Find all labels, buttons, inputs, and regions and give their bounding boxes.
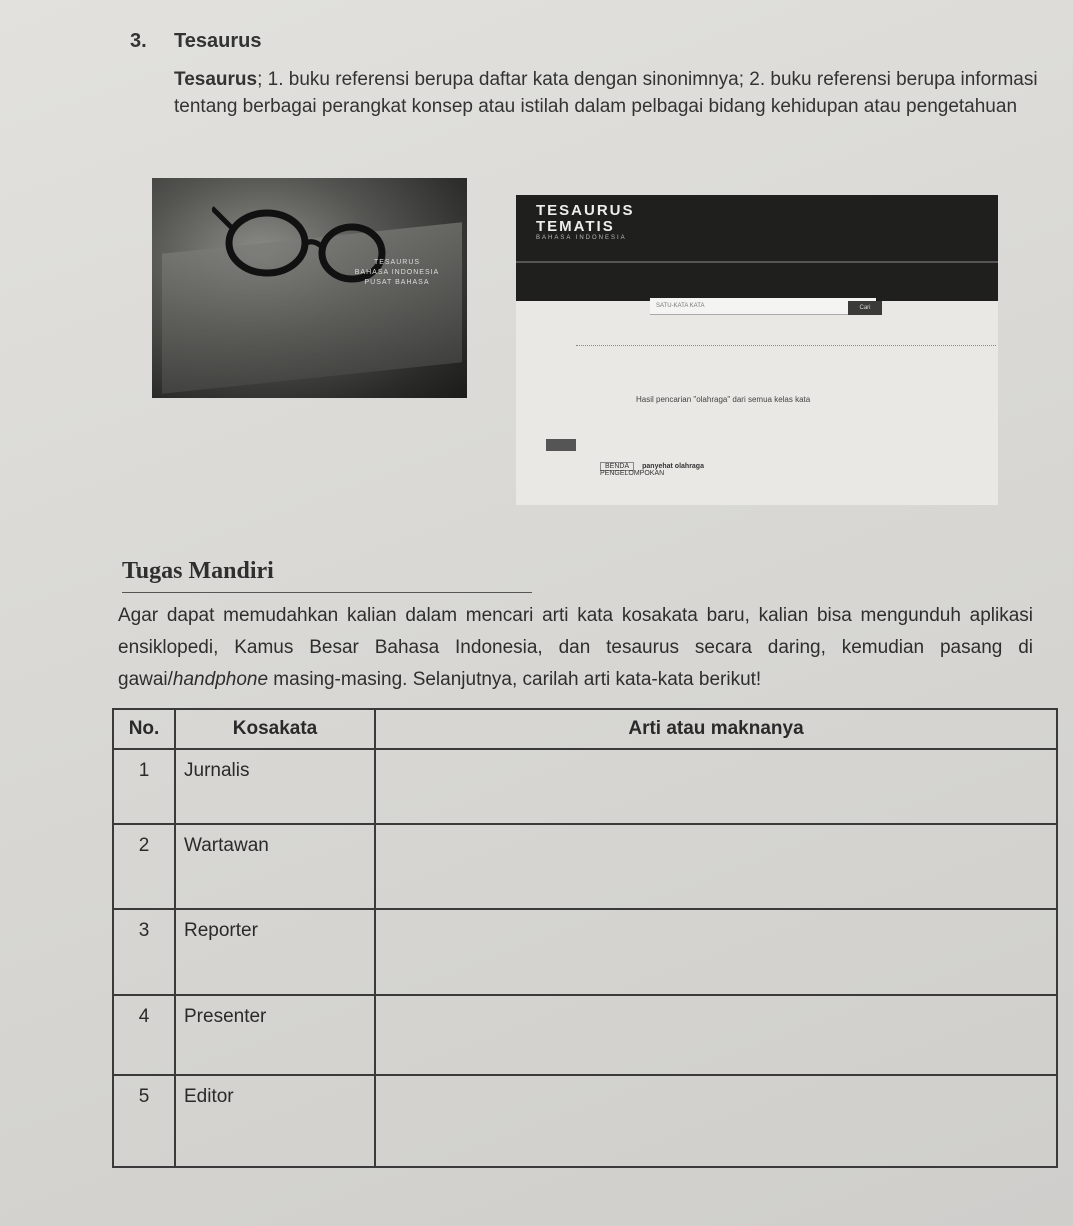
book-cover-line3: PUSAT BAHASA	[364, 279, 430, 286]
row-number: 3	[113, 909, 175, 994]
row-meaning-cell[interactable]	[375, 909, 1057, 994]
table-row	[113, 749, 1057, 824]
website-search-button: Cari	[848, 301, 882, 315]
table-row	[113, 909, 1057, 994]
table-row	[113, 824, 1057, 909]
section-title: Tesaurus	[174, 30, 262, 52]
task-paragraph-italic: handphone	[172, 669, 269, 690]
row-number: 4	[113, 995, 175, 1075]
row-meaning-cell[interactable]	[375, 1075, 1057, 1167]
row-meaning-cell[interactable]	[375, 995, 1057, 1075]
row-meaning-cell[interactable]	[375, 824, 1057, 909]
task-paragraph-before: Agar dapat memudahkan kalian dalam mencari arti kata kosakata baru, kalian bisa mengunduh aplikasi ensiklopedi, Kamus Besar Bahasa Indonesia, dan tesaurus secara daring, kemudian pasang di gawai/	[118, 605, 1033, 690]
table-row	[113, 995, 1057, 1075]
website-search-input: SATU-KATA KATA	[650, 298, 876, 315]
result-label: PENGELOMPOKAN	[600, 470, 665, 477]
task-paragraph-after: masing-masing. Selanjutnya, carilah arti kata-kata berikut!	[268, 669, 762, 690]
row-word: Wartawan	[175, 824, 375, 909]
task-paragraph	[118, 600, 1033, 696]
book-cover-title: TESAURUS	[373, 259, 421, 266]
row-word: Reporter	[175, 909, 375, 994]
vocabulary-table	[112, 708, 1058, 1168]
thesaurus-book-photo	[152, 178, 467, 398]
website-nav-bar	[516, 261, 998, 263]
result-entry	[600, 463, 704, 477]
filter-row	[576, 345, 996, 347]
book-cover-line2: BAHASA INDONESIA	[354, 269, 440, 276]
row-word: Jurnalis	[175, 749, 375, 824]
result-tag: BENDA	[600, 462, 634, 471]
search-result-caption: Hasil pencarian "olahraga" dari semua kelas kata	[636, 395, 811, 404]
eyeglasses-icon	[212, 198, 412, 308]
task-title: Tugas Mandiri	[122, 558, 274, 584]
definition-text: ; 1. buku referensi berupa daftar kata dengan sinonimnya; 2. buku referensi berupa informasi tentang berbagai perangkat konsep atau istilah dalam pelbagai bidang kehidupan atau pengetahuan	[174, 69, 1038, 117]
definition-paragraph	[174, 66, 1064, 120]
thesaurus-website-screenshot	[516, 195, 998, 505]
website-title	[536, 203, 635, 235]
row-number: 5	[113, 1075, 175, 1167]
table-row	[113, 1075, 1057, 1167]
book-cover-text	[332, 258, 462, 288]
website-title-line1: TESAURUS	[536, 202, 635, 219]
header-no: No.	[113, 709, 175, 749]
header-arti: Arti atau maknanya	[375, 709, 1057, 749]
row-meaning-cell[interactable]	[375, 749, 1057, 824]
website-subtitle: BAHASA INDONESIA	[536, 235, 627, 241]
table-header-row	[113, 709, 1057, 749]
result-category-tab	[546, 439, 576, 451]
section-heading	[130, 30, 261, 53]
header-kosakata: Kosakata	[175, 709, 375, 749]
section-number: 3.	[130, 30, 147, 52]
definition-term: Tesaurus	[174, 69, 258, 90]
row-word: Editor	[175, 1075, 375, 1167]
row-number: 2	[113, 824, 175, 909]
task-title-underline	[122, 592, 532, 593]
website-header	[516, 195, 998, 301]
row-number: 1	[113, 749, 175, 824]
row-word: Presenter	[175, 995, 375, 1075]
website-title-line2: TEMATIS	[536, 218, 615, 235]
result-text: panyehat olahraga	[642, 463, 704, 470]
